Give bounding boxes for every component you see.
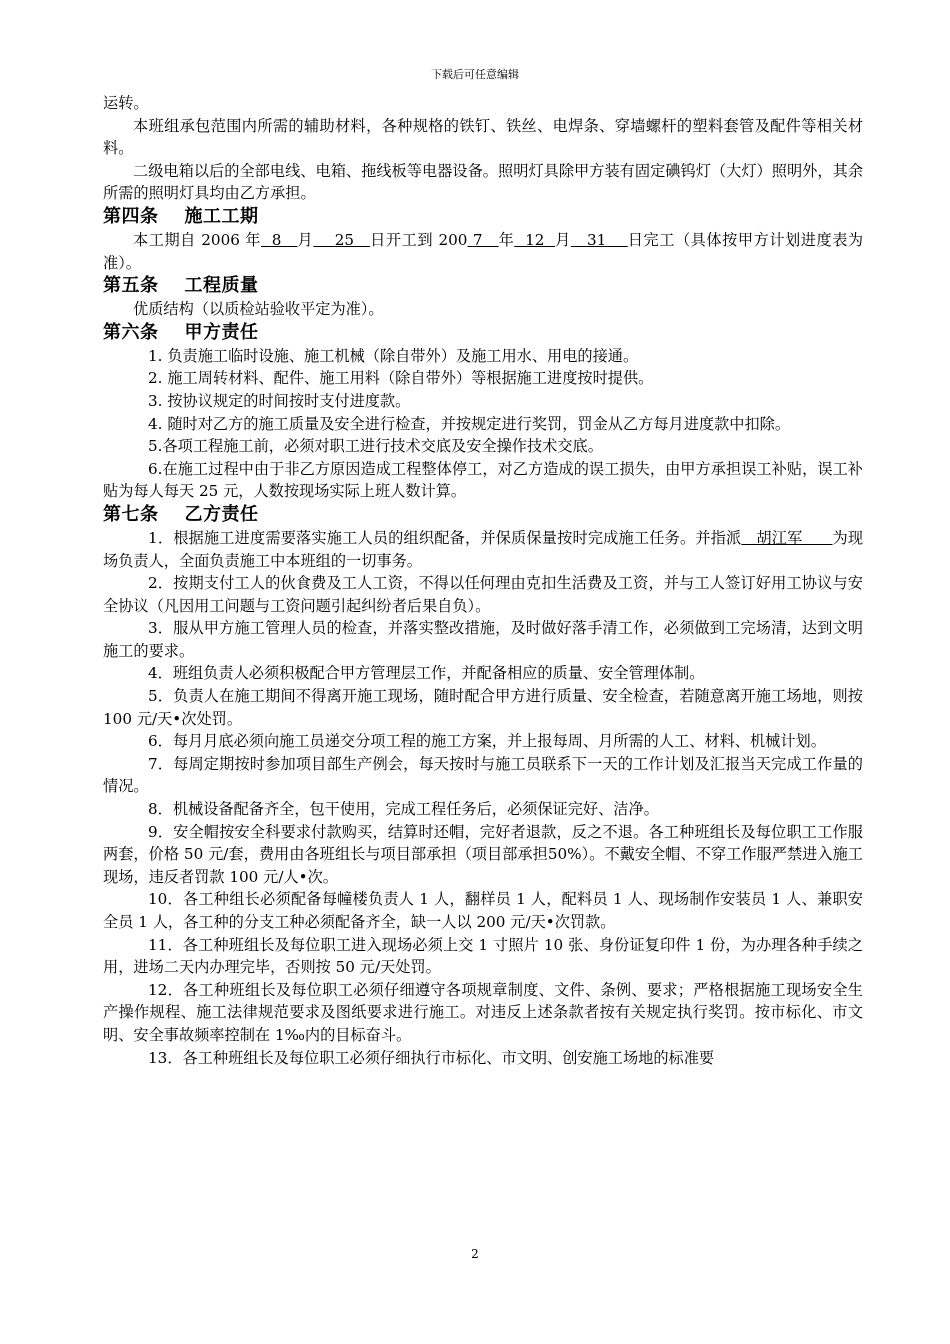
paragraph: 运转。 (103, 94, 149, 112)
list-item: 10．各工种组长必须配备每幢楼负责人 1 人，翻样员 1 人，配料员 1 人、现场制作安装员 1 人、兼职安全员 1 人，各工种的分支工种必须配备齐全，缺一人以 200 元/天•次罚款。 (103, 890, 863, 931)
page-header: 下载后可任意编辑 (431, 68, 519, 81)
manager-name: 胡江军 (756, 528, 803, 547)
section-heading-6: 第六条 甲方责任 (103, 321, 259, 343)
paragraph: 本班组承包范围内所需的辅助材料，各种规格的铁钉、铁丝、电焊条、穿墙螺杆的塑料套管及配件等相关材料。 (103, 116, 863, 158)
document-body (103, 92, 863, 1069)
list-item: 2. 施工周转材料、配件、施工用料（除自带外）等根据施工进度按时提供。 (148, 369, 654, 388)
schedule-paragraph: 本工期自 2006 年 8 月 25 日开工到 200 7 年 12 月 31 日完工（具体按甲方计划进度表为准）。 (103, 230, 864, 272)
list-item: 1. 负责施工临时设施、施工机械（除自带外）及施工用水、用电的接通。 (148, 346, 639, 365)
section-heading-5: 第五条 工程质量 (103, 275, 259, 297)
list-item: 12．各工种班组长及每位职工必须仔细遵守各项规章制度、文件、条例、要求；严格根据施工现场安全生产操作规程、施工法律规范要求及图纸要求进行施工。对违反上述条款者按有关规定执行奖罚。按市标化、市文明、安全事故频率控制在 1‰内的目标奋斗。 (103, 980, 863, 1044)
list-item: 2．按期支付工人的伙食费及工人工资，不得以任何理由克扣生活费及工资，并与工人签订好用工协议与安全协议（凡因用工问题与工资问题引起纠纷者后果自负）。 (103, 574, 863, 615)
section-heading-4: 第四条 施工工期 (103, 205, 259, 227)
list-item: 4. 随时对乙方的施工质量及安全进行检查，并按规定进行奖罚，罚金从乙方每月进度款中扣除。 (148, 414, 791, 433)
page-number: 2 (471, 1247, 479, 1261)
list-item: 9．安全帽按安全科要求付款购买，结算时还帽，完好者退款，反之不退。各工种班组长及每位职工工作服两套，价格 50 元/套，费用由各班组长与项目部承担（项目部承担50%）。不戴安全帽、不穿工作服严禁进入施工现场，违反者罚款 100 元/人•次。 (103, 822, 863, 886)
list-item: 4．班组负责人必须积极配合甲方管理层工作，并配备相应的质量、安全管理体制。 (148, 664, 705, 683)
list-item: 11．各工种班组长及每位职工进入现场必须上交 1 寸照片 10 张、身份证复印件 1 份，为办理各种手续之用，进场二天内办理完毕，否则按 50 元/天处罚。 (103, 935, 863, 977)
list-item: 3. 按协议规定的时间按时支付进度款。 (148, 391, 411, 410)
list-item: 6.在施工过程中由于非乙方原因造成工程整体停工，对乙方造成的误工损失，由甲方承担误工补贴，误工补贴为每人每天 25 元，人数按现场实际上班人数计算。 (103, 459, 863, 501)
section-heading-7: 第七条 乙方责任 (103, 503, 259, 525)
list-item: 5．负责人在施工期间不得离开施工现场，随时配合甲方进行质量、安全检查，若随意离开施工场地，则按 100 元/天•次处罚。 (103, 687, 863, 728)
list-item: 1．根据施工进度需要落实施工人员的组织配备，并保质保量按时完成施工任务。并指派 胡江军 为现场负责人，全面负责施工中本班组的一切事务。 (103, 528, 864, 570)
list-item: 6．每月月底必须向施工员递交分项工程的施工方案，并上报每周、月所需的人工、材料、机械计划。 (148, 732, 826, 751)
paragraph: 优质结构（以质检站验收平定为准）。 (133, 300, 384, 319)
list-item: 7．每周定期按时参加项目部生产例会，每天按时与施工员联系下一天的工作计划及汇报当天完成工作量的情况。 (103, 754, 863, 796)
list-item: 5.各项工程施工前，必须对职工进行技术交底及安全操作技术交底。 (148, 437, 603, 456)
list-item: 3．服从甲方施工管理人员的检查，并落实整改措施，及时做好落手清工作，必须做到工完场清，达到文明施工的要求。 (103, 619, 863, 660)
paragraph: 二级电箱以后的全部电线、电箱、拖线板等电器设备。照明灯具除甲方装有固定碘钨灯（大灯）照明外，其余所需的照明灯具均由乙方承担。 (103, 161, 863, 203)
list-item: 13．各工种班组长及每位职工必须仔细执行市标化、市文明、创安施工场地的标准要 (148, 1048, 715, 1067)
list-item: 8．机械设备配备齐全，包干使用，完成工程任务后，必须保证完好、洁净。 (148, 800, 659, 819)
